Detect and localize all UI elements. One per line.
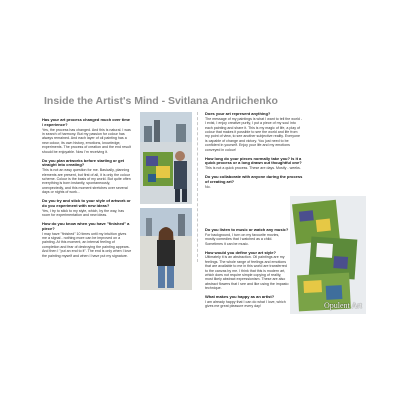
left-column: [42, 118, 132, 263]
question-10: What makes you happy as an artist?: [205, 294, 275, 300]
question-3: Do you try and stick to your style of artwork or do you experiment with new ideas?: [42, 198, 131, 208]
watermark: Opulent Art: [324, 301, 362, 310]
answer-3: Yes, I try to stick to my style, which, by the way, has room for experimentation and new ideas.: [42, 208, 125, 218]
answer-6: This is not a quick process. These are days. Mostly - weeks.: [205, 166, 301, 171]
question-4: How do you know when you have "finished" a piece?: [42, 220, 130, 231]
question-1: Has your art process changed much over time / experience?: [42, 117, 131, 127]
answer-2: This is not an easy question for me. Basically, planning elements are present, but first of all, it is only the colour scheme. Colour is the basis of my world. But quite often everything is born instantly, spontaneously, unexpectedly, and this moment stretches over several days or nights of work...: [42, 168, 131, 195]
question-2: Do you plan artworks before starting or get straight into creating?: [42, 157, 125, 168]
answer-4: I may have "finished" 10 times until my intuition gives me a signal - nothing more can be improved on a painting. At this moment, an internal feeling of completion and fear of destroying the painting appears. And then I "put an end to it". The end is only when I love the painting myself and when I have put my signature.: [42, 231, 132, 258]
question-7: Do you collaborate with anyone during the process of creating art?: [205, 174, 303, 184]
right-column: [205, 228, 289, 313]
paintings-stack-photo: [290, 196, 366, 314]
question-5: Does your art represent anything?: [205, 111, 271, 116]
answer-1: Yes, the process has changed. And this is natural. I was in search of harmony. But my passion for colour has always remained. And each layer of oil painting has a new colour, its own history, emotions, knowledge, experiments. The process of creation and the end result should be enjoyable. Now I'm receiving it.: [42, 127, 131, 154]
answer-7: No.: [205, 184, 211, 189]
answer-8: For background, I turn on my favourite movies, mostly comedies that I watched as a child. Sometimes it can be music.: [205, 232, 280, 246]
question-8: Do you listen to music or watch any music?: [205, 227, 289, 232]
artist-with-painting-photo: [140, 112, 192, 204]
answer-10: I am already happy that I can do what I love, which gives me great pleasure every day!: [205, 299, 286, 309]
question-6: How long do your pieces normally take you? Is it a quick process or a long drawn out thoughtful one?: [205, 155, 302, 166]
middle-column: [205, 112, 303, 194]
answer-5: The message of my paintings is what I want to tell the world - I exist, I enjoy creative purity, I put a piece of my soul into each painting and share it. This is my magic of life, a play of colour that makes it possible to see the world and life from my point of view, to see another subjective reality. Everyone is capable of change and victory. You just need to be confident in yourself. Enjoy your life and my emotions conveyed in colour!: [205, 116, 303, 152]
question-9: How would you define your art style?: [205, 249, 276, 255]
page-title: Inside the Artist's Mind - Svitlana Andriichenko: [44, 95, 278, 107]
answer-9: Ultimately it is an abstraction. Oil paintings are my feelings. The whole range of feelings and emotions that are available to me in this world are transferred to the canvas by me. I think that this is modern art, which does not require simple copying of reality, most likely abstract expressionism. These are also abstract flowers that I see and like using the impasto technique.: [205, 255, 289, 291]
artist-portrait-photo: [140, 208, 192, 290]
column-divider: [197, 112, 198, 262]
